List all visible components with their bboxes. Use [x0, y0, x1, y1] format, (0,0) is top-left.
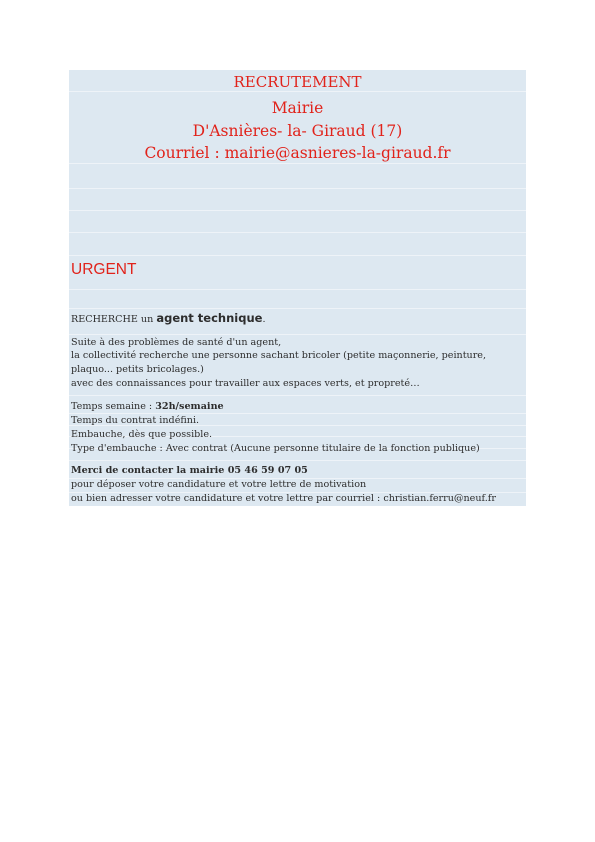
employer-name: Mairie [271, 99, 324, 117]
contract-duration: Temps du contrat indéfini. [71, 415, 200, 426]
grid-line [69, 334, 526, 335]
grid-line [69, 210, 526, 211]
grid-line [69, 460, 526, 461]
grid-line [69, 91, 526, 92]
grid-line [69, 232, 526, 233]
contact-line: pour déposer votre candidature et votre lettre de motivation [71, 479, 367, 490]
job-title-suffix: . [262, 314, 266, 325]
contact-phone: Merci de contacter la mairie 05 46 59 07 05 [71, 465, 308, 476]
employer-email: Courriel : mairie@asnieres-la-giraud.fr [144, 144, 451, 162]
grid-line [69, 289, 526, 290]
start-date: Embauche, dès que possible. [71, 429, 213, 440]
grid-line [69, 395, 526, 396]
contract-type: Type d'embauche : Avec contrat (Aucune personne titulaire de la fonction publique) [71, 443, 480, 454]
notice-title: RECRUTEMENT [233, 73, 362, 91]
employer-location: D'Asnières- la- Giraud (17) [192, 122, 403, 140]
context-line: la collectivité recherche une personne sachant bricoler (petite maçonnerie, peinture, [71, 350, 487, 361]
job-title-prefix: RECHERCHE un [71, 314, 157, 325]
hours-value: 32h/semaine [155, 401, 224, 412]
context-line: Suite à des problèmes de santé d'un agent, [71, 337, 282, 348]
urgent-label: URGENT [71, 261, 137, 278]
grid-line [69, 308, 526, 309]
context-line: plaquo... petits bricolages.) [71, 364, 204, 375]
grid-line [69, 188, 526, 189]
contact-line: ou bien adresser votre candidature et votre lettre par courriel : christian.ferru@neuf.fr [71, 493, 496, 504]
grid-line [69, 255, 526, 256]
hours-label: Temps semaine : [71, 401, 156, 412]
job-title-line [71, 312, 266, 326]
context-line: avec des connaissances pour travailler aux espaces verts, et propreté… [71, 378, 420, 389]
recruitment-notice [69, 70, 526, 506]
hours-line [71, 400, 224, 413]
contact-heading [71, 464, 308, 477]
grid-line [69, 163, 526, 164]
job-title: agent technique [156, 311, 263, 325]
